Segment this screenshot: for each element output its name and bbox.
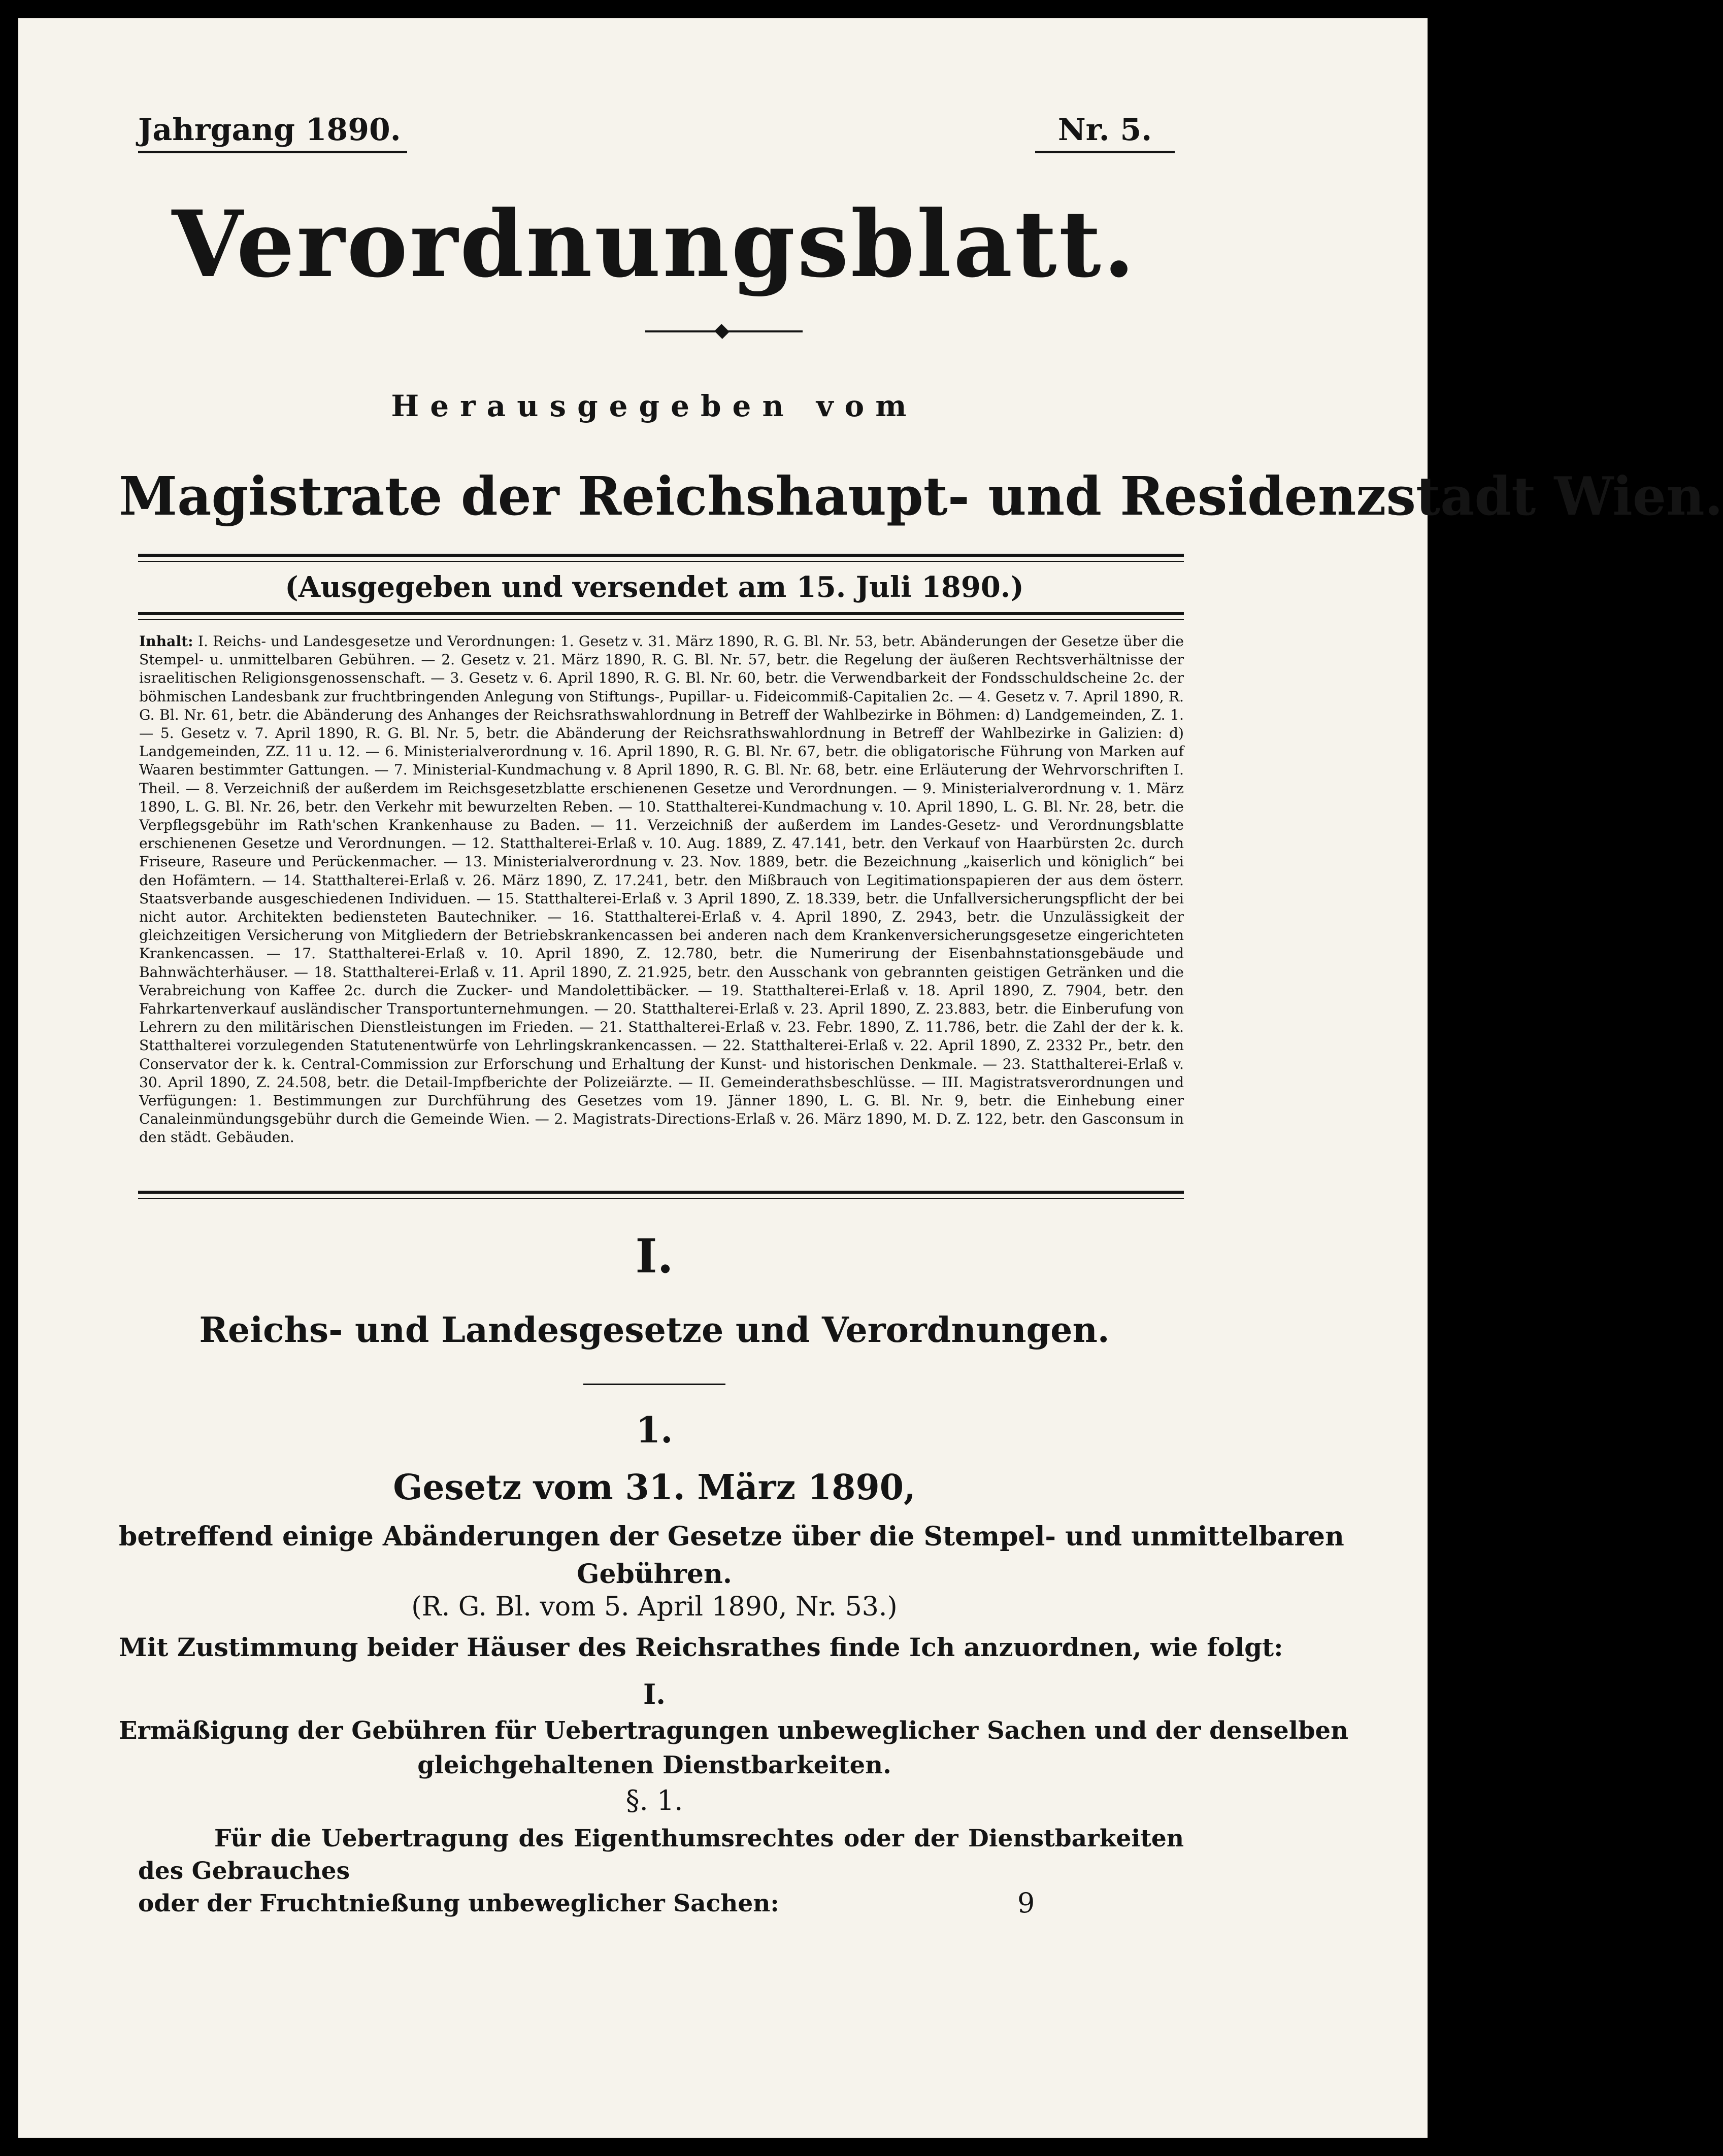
jahrgang-label: Jahrgang 1890. [138, 112, 407, 153]
law-title: Gesetz vom 31. März 1890, [393, 1467, 916, 1508]
rule-top [138, 554, 1184, 562]
item-number: 1. [636, 1409, 673, 1451]
page-number: 9 [1017, 1887, 1035, 1919]
publisher-name: Magistrate der Reichshaupt- und Residenzstadt Wien. [119, 465, 1723, 527]
section-title: Reichs- und Landesgesetze und Verordnungen. [199, 1310, 1110, 1351]
article-title-line-2: gleichgehaltenen Dienstbarkeiten. [417, 1751, 891, 1779]
article-title [119, 1713, 1348, 1782]
masthead-row [119, 112, 1190, 158]
law-subject-line-2: Gebühren. [577, 1559, 732, 1590]
rule-below-contents [138, 1191, 1184, 1199]
law-subject-line-1: betreffend einige Abänderungen der Gesetze über die Stempel- und unmittelbaren [119, 1521, 1344, 1552]
section-number: I. [635, 1229, 674, 1284]
article-title-line-1: Ermäßigung der Gebühren für Uebertragungen unbeweglicher Sachen und der denselben [119, 1716, 1348, 1745]
issue-date: (Ausgegeben und versendet am 15. Juli 1890.) [285, 570, 1024, 604]
body-line-2: oder der Fruchtnießung unbeweglicher Sachen: [138, 1890, 779, 1917]
section-divider [583, 1384, 725, 1385]
rule-below-date [138, 612, 1184, 620]
table-of-contents [139, 632, 1184, 1186]
paragraph-number: §. 1. [625, 1784, 683, 1816]
law-subject [119, 1518, 1344, 1593]
article-number: I. [643, 1678, 666, 1710]
page-sheet [18, 18, 1723, 2138]
contents-text: I. Reichs- und Landesgesetze und Verordnungen: 1. Gesetz v. 31. März 1890, R. G. Bl. Nr. 53, betr. Abänderungen der Gesetze über die Stempel- u. unmittelbaren Gebühren. — 2. Gesetz v. 21. März 1890, R. G. Bl. Nr. 57, betr. die Regelung der äußeren Rechtsverhältnisse der israelitischen Religionsgenossenschaft. — 3. Gesetz v. 6. April 1890, R. G. Bl. Nr. 60, betr. die Verwendbarkeit der Fondsschuldscheine 2c. der böhmischen Landesbank zur fruchtbringenden Anlegung von Stiftungs-, Pupillar- u. Fideicommiß-Capitalien 2c. — 4. Gesetz v. 7. April 1890, R. G. Bl. Nr. 61, betr. die Abänderung des Anhanges der Reichsrathswahlordnung in Betreff der Wahlbezirke in Böhmen: d) Landgemeinden, Z. 1. — 5. Gesetz v. 7. April 1890, R. G. Bl. Nr. 5, betr. die Abänderung der Reichsrathswahlordnung in Betreff der Wahlbezirke in Galizien: d) Landgemeinden, ZZ. 11 u. 12. — 6. Ministerialverordnung v. 16. April 1890, R. G. Bl. Nr. 67, betr. die obligatorische Führung von Marken auf Waaren bestimmter Gattungen. — 7. Ministerial-Kundmachung v. 8 April 1890, R. G. Bl. Nr. 68, betr. eine Erläuterung der Wehrvorschriften I. Theil. — 8. Verzeichniß der außerdem im Reichsgesetzblatte erschienenen Gesetze und Verordnungen. — 9. Ministerialverordnung v. 1. März 1890, L. G. Bl. Nr. 26, betr. den Verkehr mit bewurzelten Reben. — 10. Statthalterei-Kundmachung v. 10. April 1890, L. G. Bl. Nr. 28, betr. die Verpflegsgebühr im Rath'schen Krankenhause zu Baden. — 11. Verzeichniß der außerdem im Landes-Gesetz- und Verordnungsblatte erschienenen Gesetze und Verordnungen. — 12. Statthalterei-Erlaß v. 10. Aug. 1889, Z. 47.141, betr. den Verkauf von Haarbürsten 2c. durch Friseure, Raseure und Perückenmacher. — 13. Ministerialverordnung v. 23. Nov. 1889, betr. die Bezeichnung „kaiserlich und königlich“ bei den Hofämtern. — 14. Statthalterei-Erlaß v. 26. März 1890, Z. 17.241, betr. den Mißbrauch von Legitimationspapieren der aus dem österr. Staatsverbande ausgeschiedenen Individuen. — 15. Statthalterei-Erlaß v. 3 April 1890, Z. 18.339, betr. die Unfallversicherungspflicht der bei nicht autor. Architekten bediensteten Bautechniker. — 16. Statthalterei-Erlaß v. 4. April 1890, Z. 2943, betr. die Unzulässigkeit der gleichzeitigen Versicherung von Mitgliedern der Betriebskrankencassen bei anderen nach dem Krankenversicherungsgesetze eingerichteten Krankencassen. — 17. Statthalterei-Erlaß v. 10. April 1890, Z. 12.780, betr. die Numerirung der Eisenbahnstationsgebäude und Bahnwächterhäuser. — 18. Statthalterei-Erlaß v. 11. April 1890, Z. 21.925, betr. den Ausschank von gebrannten geistigen Getränken und die Verabreichung von Kaffee 2c. durch die Zucker- und Mandolettibäcker. — 19. Statthalterei-Erlaß v. 18. April 1890, Z. 7904, betr. den Fahrkartenverkauf ausländischer Transportunternehmungen. — 20. Statthalterei-Erlaß v. 23. April 1890, Z. 23.883, betr. die Einberufung von Lehrern zu den militärischen Dienstleistungen im Frieden. — 21. Statthalterei-Erlaß v. 23. Febr. 1890, Z. 11.786, betr. die Zahl der der k. k. Statthalterei vorzulegenden Statutenentwürfe von Lehrlingskrankencassen. — 22. Statthalterei-Erlaß v. 22. April 1890, Z. 2332 Pr., betr. den Conservator der k. k. Central-Commission zur Erforschung und Erhaltung der Kunst- und historischen Denkmale. — 23. Statthalterei-Erlaß v. 30. April 1890, Z. 24.508, betr. die Detail-Impfberichte der Polizeiärzte. — II. Gemeinderathsbeschlüsse. — III. Magistratsverordnungen und Verfügungen: 1. Bestimmungen zur Durchführung des Gesetzes vom 19. Jänner 1890, L. G. Bl. Nr. 9, betr. die Einhebung einer Canaleinmündungsgebühr durch die Gemeinde Wien. — 2. Magistrats-Directions-Erlaß v. 26. März 1890, M. D. Z. 122, betr. den Gasconsum in den städt. Gebäuden. [139, 633, 1184, 1146]
issue-number: Nr. 5. [1035, 112, 1175, 153]
main-title: Verordnungsblatt. [172, 191, 1137, 298]
publisher-line: Herausgegeben vom [391, 389, 918, 423]
title-ornament [645, 330, 803, 332]
contents-label: Inhalt: [139, 633, 193, 650]
law-citation: (R. G. Bl. vom 5. April 1890, Nr. 53.) [411, 1592, 898, 1622]
body-line-1: Für die Uebertragung des Eigenthumsrechtes oder der Dienstbarkeiten des Gebrauches [138, 1825, 1184, 1885]
enacting-clause: Mit Zustimmung beider Häuser des Reichsrathes finde Ich anzuordnen, wie folgt: [119, 1632, 1283, 1662]
